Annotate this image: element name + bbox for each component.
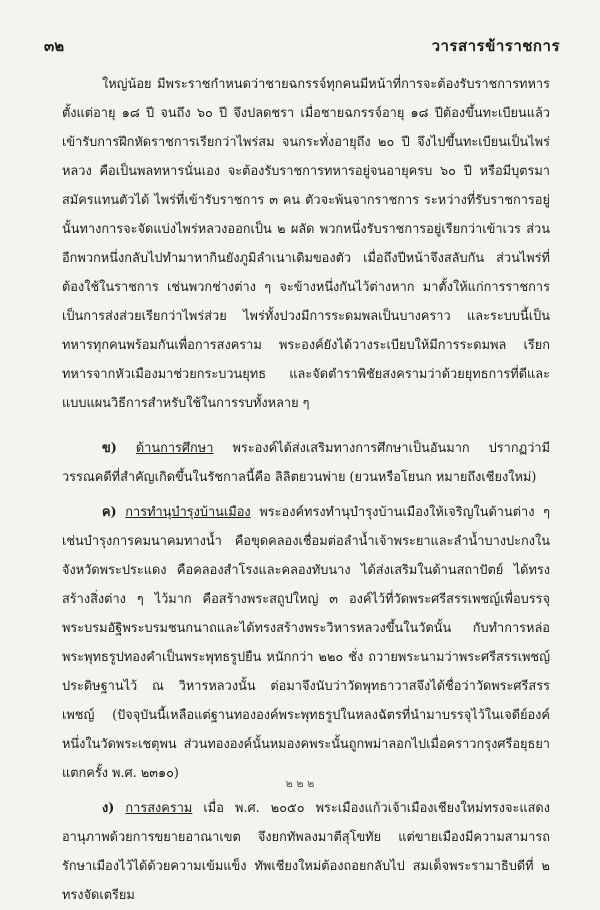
page-number: ๓๒ [44, 37, 65, 55]
list-item-text [62, 434, 550, 492]
item-heading: ด้านการศึกษา [135, 441, 214, 456]
list-item [62, 498, 550, 788]
paragraph [62, 70, 550, 418]
running-title: วารสารข้าราชการ [431, 37, 560, 55]
item-heading: การทำนุบำรุงบ้านเมือง [125, 505, 251, 520]
item-body: พระองค์ทรงทำนุบำรุงบ้านเมืองให้เจริญในด้านต่าง ๆ เช่นบำรุงการคมนาคมทางน้ำ คือขุดคลองเชื่อมต่อลำน้ำเจ้าพระยาและลำน้ำบางปะกงในจังหวัดพระประแดง คือคลองสำโรงและคลองทับนาง ได้ส่งเสริมในด้านสถาปัตย์ ได้ทรงสร้างสิ่งต่าง ๆ ไว้มาก คือสร้างพระสถูปใหญ่ ๓ องค์ไว้ที่วัดพระศรีสรรเพชญ์เพื่อบรรจุพระบรมอัฐิพระบรมชนกนาถและได้ทรงสร้างพระวิหารหลวงขึ้นในวัดนั้น กับทำการหล่อพระพุทธรูปทองคำเป็นพระพุทธรูปยืน หนักกว่า ๒๒๐ ชั่ง ถวายพระนามว่าพระศรีสรรเพชญ์ประดิษฐานไว้ ณ วิหารหลวงนั้น ต่อมาจึงนับว่าวัดพุทธาวาสจึงได้ชื่อว่าวัดพระศรีสรรเพชญ์ (ปัจจุบันนี้เหลือแต่ฐานทององค์พระพุทธรูปในหลงฉัตรที่นำมาบรรจุไว้ในเจดีย์องค์หนึ่งในวัดพระเชตุพน ส่วนทององค์นั้นหมองคพระนั้นถูกพม่าลอกไปเมื่อคราวกรุงศรีอยุธยาแตกครั้ง พ.ศ. ๒๓๑๐) [62, 505, 550, 781]
item-marker: ค) [102, 505, 117, 520]
item-marker: ง) [102, 801, 115, 816]
list-item-text [62, 794, 550, 910]
item-body: เมื่อ พ.ศ. ๒๐๕๐ พระเมืองแก้วเจ้าเมืองเชียงใหม่ทรงจะแสดงอานุภาพด้วยการขยายอาณาเขต จึงยกทัพลงมาตีสุโขทัย แต่ขายเมืองมีความสามารถรักษาเมืองไว้ได้ด้วยความเข้มแข็ง ทัพเชียงใหม่ต้องถอยกลับไป สมเด็จพระรามาธิบดีที่ ๒ ทรงจัดเตรียม [62, 801, 550, 903]
list-item-text [62, 498, 550, 788]
footer-mark: ๒ ๒ ๒ [285, 777, 315, 790]
paragraph-text: ใหญ่น้อย มีพระราชกำหนดว่าชายฉกรรจ์ทุกคนมีหน้าที่การจะต้องรับราชการทหารตั้งแต่อายุ ๑๘ ปี จนถึง ๖๐ ปี จึงปลดชรา เมื่อชายฉกรรจ์อายุ ๑๘ ปีต้องขึ้นทะเบียนแล้วเข้ารับการฝึกหัดราชการเรียกว่าไพร่สม จนกระทั่งอายุถึง ๒๐ ปี จึงไปขึ้นทะเบียนเป็นไพร่หลวง คือเป็นพลทหารนั่นเอง จะต้องรับราชการทหารอยู่จนอายุครบ ๖๐ ปี หรือมีบุตรมาสมัครแทนตัวได้ ไพร่ที่เข้ารับราชการ ๓ คน ตัวจะพ้นจากราชการ ระหว่างที่รับราชการอยู่นั้นทางการจะจัดแบ่งไพร่หลวงออกเป็น ๒ ผลัด พวกหนึ่งรับราชการอยู่เรียกว่าเข้าเวร ส่วนอีกพวกหนึ่งกลับไปทำมาหากินยังภูมิลำเนาเดิมของตัว เมื่อถึงปีหน้าจึงสลับกัน ส่วนไพร่ที่ต้องใช้ในราชการ เช่นพวกช่างต่าง ๆ จะข้างหนึ่งกันไว้ต่างหาก มาตั้งให้แก่การราชการเป็นการส่งส่วยเรียกว่าไพร่ส่วย ไพร่ทั้งปวงมีการระดมพลเป็นบางคราว และระบบนี้เป็นทหารทุกคนพร้อมกันเพื่อการสงคราม พระองค์ยังได้วางระเบียบให้มีการระดมพล เรียกทหารจากหัวเมืองมาช่วยกระบวนยุทธ และจัดตำราพิชัยสงครามว่าด้วยยุทธการที่ดีและแบบแผนวิธีการสำหรับใช้ในการรบทั้งหลาย ๆ [62, 77, 550, 411]
list-item [62, 434, 550, 492]
item-marker: ข) [102, 441, 117, 456]
item-heading: การสงคราม [125, 801, 193, 816]
list-item [62, 794, 550, 910]
item-body: พระองค์ได้ส่งเสริมทางการศึกษาเป็นอันมาก ปรากฏว่ามีวรรณคดีที่สำคัญเกิดขึ้นในรัชกาลนี้คือ ลิลิตยวนพ่าย (ยวนหรือโยนก หมายถึงเชียงใหม่) [62, 441, 551, 485]
